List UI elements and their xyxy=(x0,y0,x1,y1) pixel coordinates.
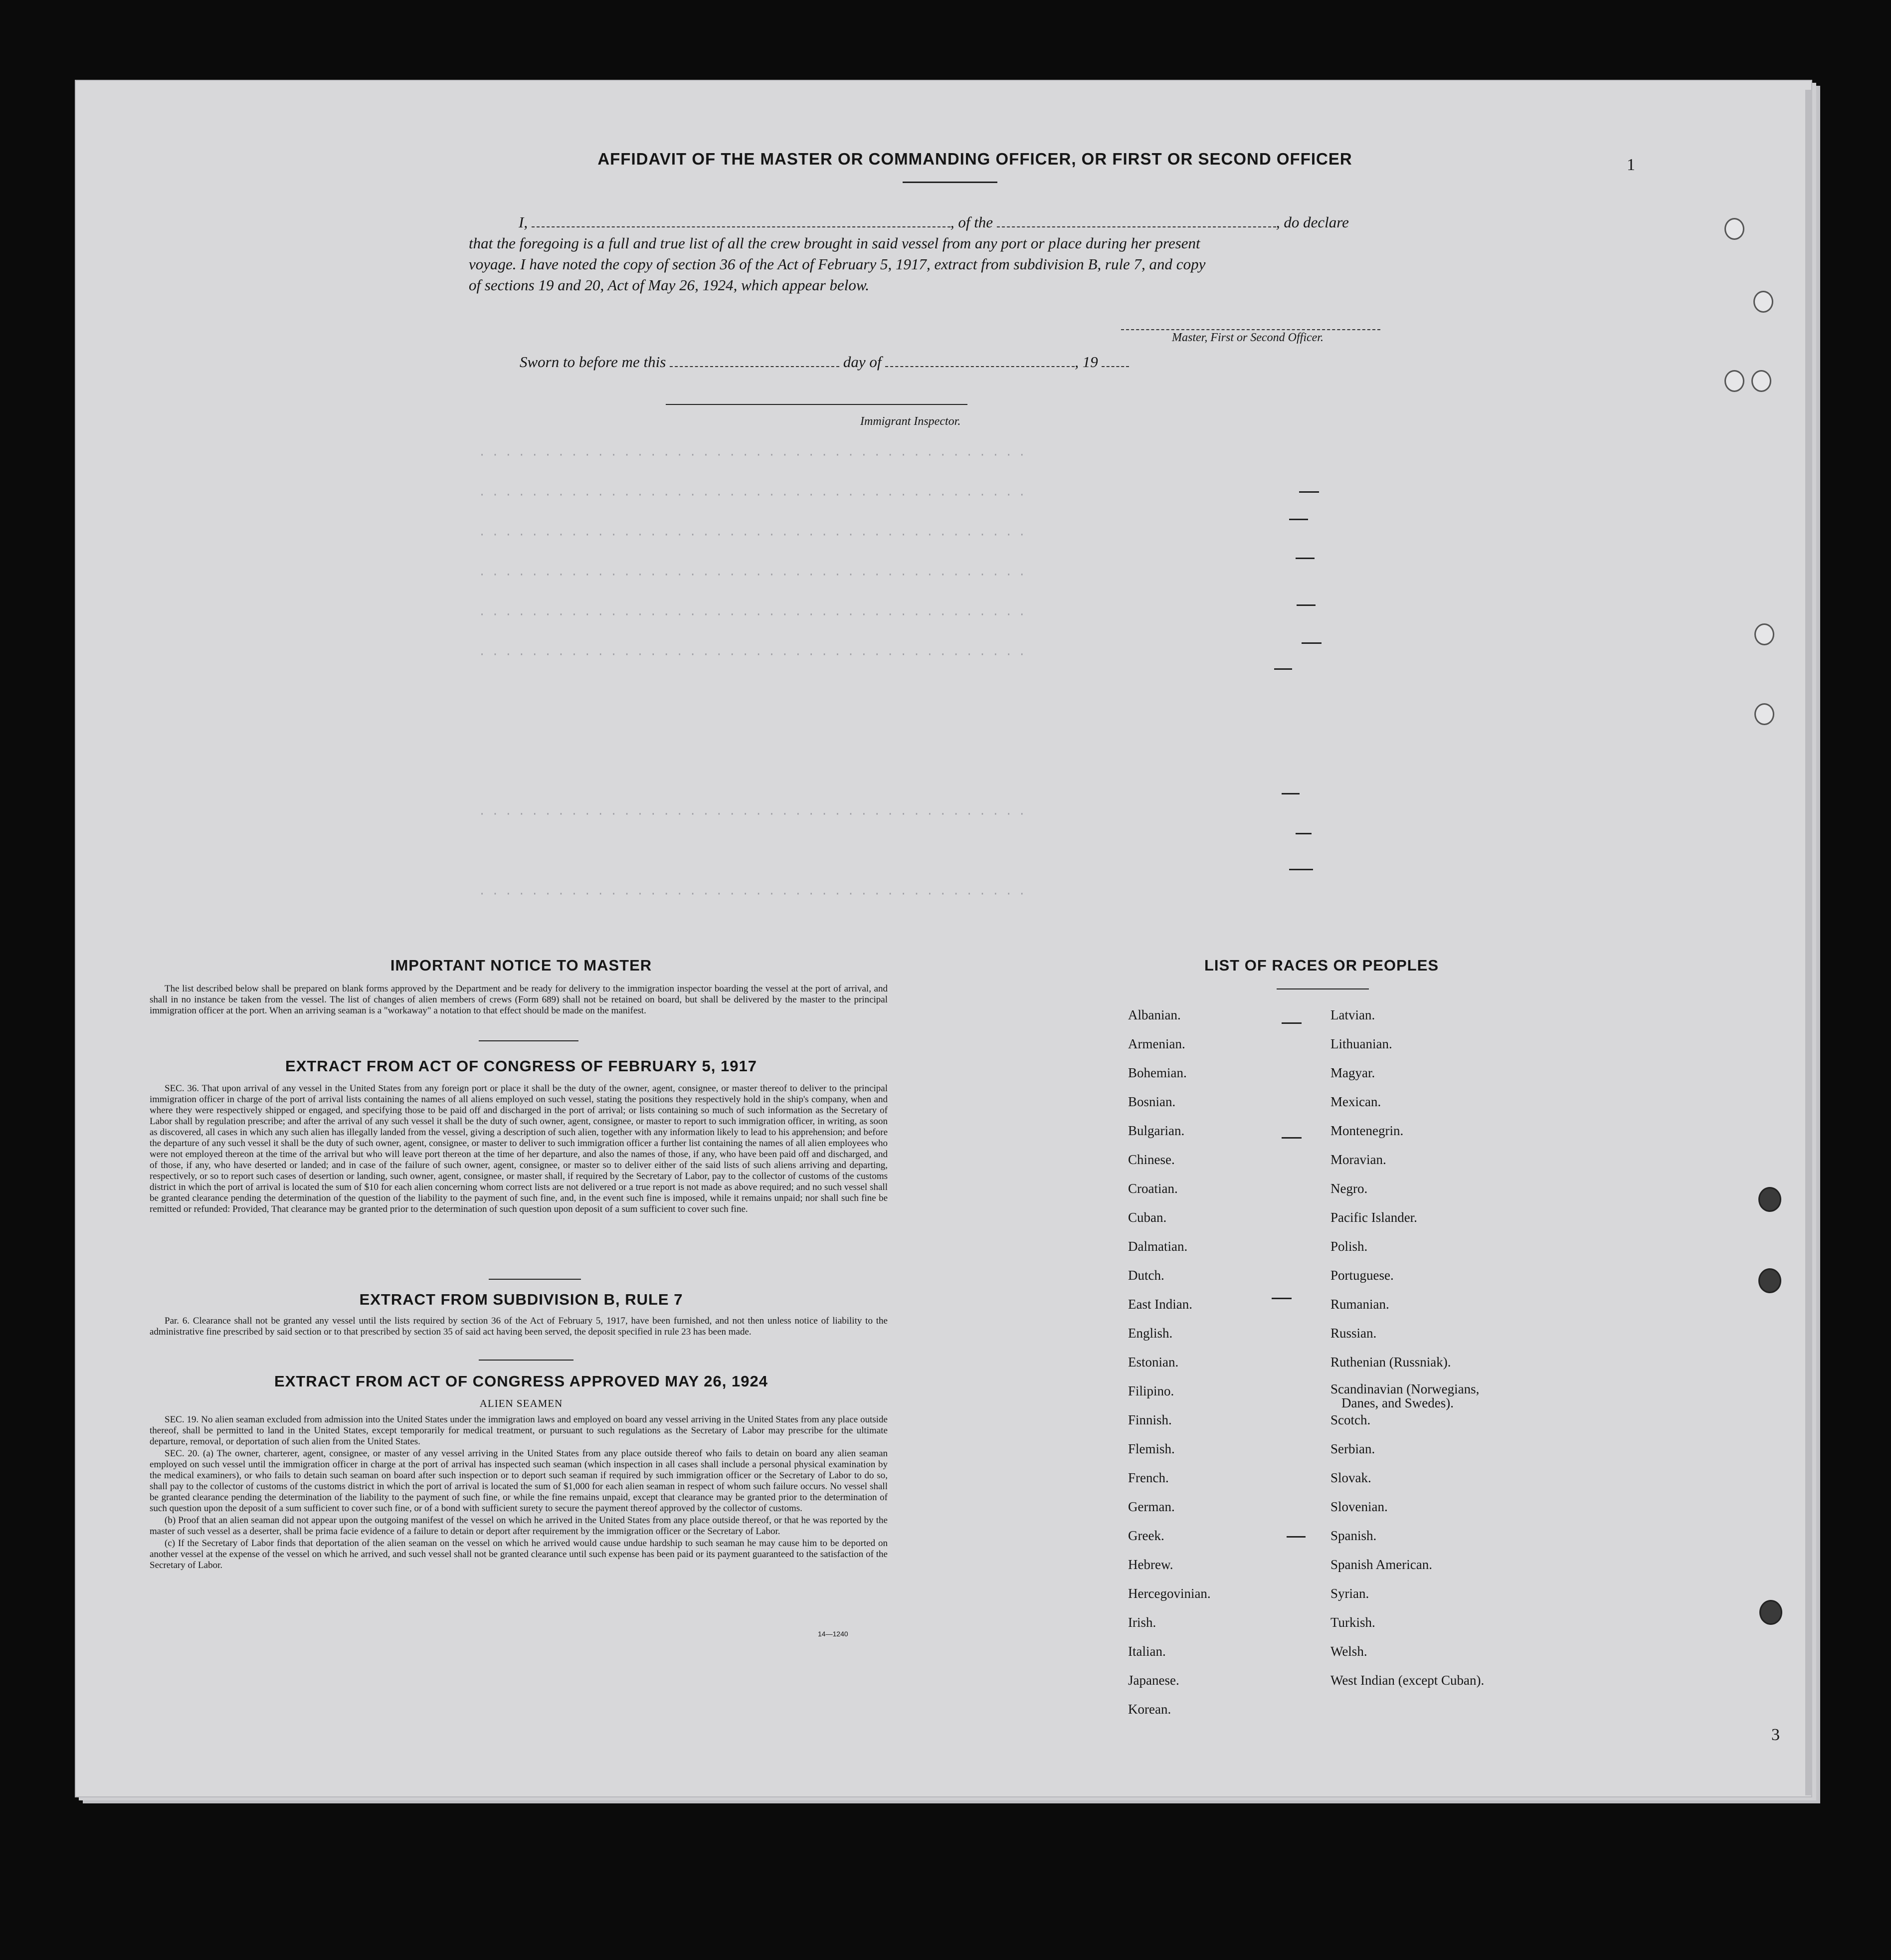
sec20a-paragraph: SEC. 20. (a) The owner, charterer, agent, consignee, or master of any vessel arriving in the United States from any place outside thereof who fails to detain on board any alien seaman employed on such vessel until the immigration officer in charge at the port of arrival has inspected such seaman (which inspection in all cases shall include a personal physical examination by the medical examiners), or who fails to detain such seaman on board after such inspection or to deport such seaman if required by such immigration officer or the Secretary of Labor to do so, shall pay to the collector of customs of the customs district in which the port of arrival is located the sum of $1,000 for each alien seaman in respect of whom such failure occurs. No vessel shall be granted clearance pending the determination of the liability to the payment of such fine, or while the fine remains unpaid, except that clearance may be granted prior to the determination of such question upon the deposit of a sum sufficient to cover such fine, or of a bond with sufficient surety to secure the payment thereof approved by the collector of customs. xyxy=(150,1448,888,1514)
race-item: Mexican. xyxy=(1330,1094,1381,1109)
extract-1924-text xyxy=(150,1414,888,1572)
bleed-through-text: · · · · · · · · · · · · · · · · · · · · · · · · · · · · · · · · · · · · · · · · · · xyxy=(479,648,1025,661)
race-item: Magyar. xyxy=(1330,1065,1375,1080)
pen-mark xyxy=(1302,642,1322,644)
extract-1924-title: EXTRACT FROM ACT OF CONGRESS APPROVED MAY 26, 1924 xyxy=(274,1372,768,1390)
extract-rule7-text xyxy=(150,1316,888,1339)
races-title: LIST OF RACES OR PEOPLES xyxy=(1204,957,1439,974)
page-number-mark: 1 xyxy=(1627,156,1635,174)
pen-mark xyxy=(1289,519,1308,520)
race-item: Spanish American. xyxy=(1330,1557,1432,1572)
race-item: Finnish. xyxy=(1128,1412,1172,1427)
pen-mark xyxy=(1282,1137,1302,1139)
notice-title: IMPORTANT NOTICE TO MASTER xyxy=(390,957,652,974)
bleed-through-text: · · · · · · · · · · · · · · · · · · · · · · · · · · · · · · · · · · · · · · · · · · xyxy=(479,608,1025,621)
binder-hole xyxy=(1754,623,1774,645)
race-item: Dalmatian. xyxy=(1128,1239,1188,1254)
race-item: English. xyxy=(1128,1326,1173,1341)
form-number: 14—1240 xyxy=(818,1630,848,1638)
race-item: Chinese. xyxy=(1128,1152,1175,1167)
race-item: Rumanian. xyxy=(1330,1297,1389,1312)
sworn-day-blank[interactable] xyxy=(670,361,839,367)
vessel-name-blank[interactable] xyxy=(997,221,1276,227)
race-item: Negro. xyxy=(1330,1181,1368,1196)
pen-mark xyxy=(1296,833,1312,834)
notice-paragraph: The list described below shall be prepared on blank forms approved by the Department and be ready for delivery to the immigration inspector boarding the vessel at the port of arrival, and shall in no instance be taken from the vessel. The list of changes of alien members of crews (Form 689) shall not be retained on board, but shall be delivered by the master to the principal immigration officer at the port. When an arriving seaman is a "workaway" a notation to that effect should be made on the manifest. xyxy=(150,983,888,1016)
sworn-month-blank[interactable] xyxy=(885,361,1075,367)
race-item: Cuban. xyxy=(1128,1210,1167,1225)
sec20b-paragraph: (b) Proof that an alien seaman did not appear upon the outgoing manifest of the vessel on which he arrived in the United States from any place outside thereof, or that he was reported by the master of such vessel as a deserter, shall be prima facie evidence of a failure to detain or deport after requirement by the immigration officer or the Secretary of Labor. xyxy=(150,1515,888,1537)
bleed-through-text: · · · · · · · · · · · · · · · · · · · · · · · · · · · · · · · · · · · · · · · · · · xyxy=(479,449,1025,461)
race-item: Serbian. xyxy=(1330,1441,1375,1456)
corner-mark: 3 xyxy=(1771,1726,1780,1744)
race-item: Estonian. xyxy=(1128,1355,1179,1370)
sworn-year-blank[interactable] xyxy=(1102,361,1129,367)
race-item: Pacific Islander. xyxy=(1330,1210,1417,1225)
divider xyxy=(479,1360,573,1361)
race-item: Slovenian. xyxy=(1330,1499,1388,1514)
sec20c-paragraph: (c) If the Secretary of Labor finds that deportation of the alien seaman on the vessel on which he arrived would cause undue hardship to such seaman he may cause him to be deported on another vessel at the expense of the vessel on which he arrived, and such vessel shall not be granted clearance until such expense has been paid or its payment guaranteed to the satisfaction of the Secretary of Labor. xyxy=(150,1538,888,1570)
inspector-signature-line[interactable] xyxy=(666,404,967,405)
inspector-label: Immigrant Inspector. xyxy=(860,415,961,428)
affidavit-i: I, xyxy=(519,213,528,231)
race-item: German. xyxy=(1128,1499,1175,1514)
pen-mark xyxy=(1289,869,1313,870)
race-item: Lithuanian. xyxy=(1330,1036,1392,1051)
bleed-through-text: · · · · · · · · · · · · · · · · · · · · · · · · · · · · · · · · · · · · · · · · · · xyxy=(479,529,1025,541)
race-item: Greek. xyxy=(1128,1528,1164,1543)
race-item: Bohemian. xyxy=(1128,1065,1187,1080)
race-item: Slovak. xyxy=(1330,1470,1371,1485)
master-signature-label: Master, First or Second Officer. xyxy=(1172,331,1324,344)
race-item: Montenegrin. xyxy=(1330,1123,1404,1138)
divider xyxy=(489,1279,581,1280)
binder-hole xyxy=(1724,370,1744,392)
binder-hole xyxy=(1754,703,1774,725)
affidavit-line-2: that the foregoing is a full and true list of all the crew brought in said vessel from any port or place during her present xyxy=(469,234,1200,252)
extract-rule7-paragraph: Par. 6. Clearance shall not be granted any vessel until the lists required by section 36 of the Act of February 5, 1917, have been furnished, and not then unless notice of liability to the administrative fine prescribed by said section or to that prescribed by section 35 of said act having been served, the deposit specified in rule 23 has been made. xyxy=(150,1316,888,1337)
affidavit-of-the: , of the xyxy=(950,213,993,231)
pen-mark xyxy=(1287,1536,1306,1538)
binder-hole xyxy=(1759,1600,1782,1625)
race-item: Polish. xyxy=(1330,1239,1368,1254)
sworn-text: Sworn to before me this xyxy=(520,353,666,371)
bleed-through-text: · · · · · · · · · · · · · · · · · · · · · · · · · · · · · · · · · · · · · · · · · · xyxy=(479,888,1025,900)
divider xyxy=(479,1040,578,1041)
race-item: West Indian (except Cuban). xyxy=(1330,1673,1485,1688)
pen-mark xyxy=(1282,793,1300,794)
binder-hole xyxy=(1724,218,1744,240)
race-item: Hercegovinian. xyxy=(1128,1586,1211,1601)
race-item: Hebrew. xyxy=(1128,1557,1173,1572)
affidavit-line-4: of sections 19 and 20, Act of May 26, 1924, which appear below. xyxy=(469,276,870,294)
affidavit-title: AFFIDAVIT OF THE MASTER OR COMMANDING OFFICER, OR FIRST OR SECOND OFFICER xyxy=(597,150,1352,168)
race-item: Ruthenian (Russniak). xyxy=(1330,1355,1451,1370)
affidavit-declare: , do declare xyxy=(1276,213,1349,231)
race-item: Welsh. xyxy=(1330,1644,1367,1659)
race-item: Flemish. xyxy=(1128,1441,1175,1456)
race-item: Japanese. xyxy=(1128,1673,1179,1688)
extract-1917-text xyxy=(150,1083,888,1216)
extract-1917-title: EXTRACT FROM ACT OF CONGRESS OF FEBRUARY 5, 1917 xyxy=(285,1057,757,1075)
divider xyxy=(903,182,997,183)
sworn-line xyxy=(520,353,1129,371)
bleed-through-text: · · · · · · · · · · · · · · · · · · · · · · · · · · · · · · · · · · · · · · · · · · xyxy=(479,808,1025,820)
binder-hole xyxy=(1753,291,1773,313)
pen-mark xyxy=(1272,1298,1292,1299)
pen-mark xyxy=(1297,604,1316,606)
race-item: Syrian. xyxy=(1330,1586,1369,1601)
race-item: Scandinavian (Norwegians, xyxy=(1330,1381,1480,1396)
binder-hole xyxy=(1758,1187,1781,1212)
pen-mark xyxy=(1274,668,1292,670)
race-item: Italian. xyxy=(1128,1644,1166,1659)
pen-mark xyxy=(1296,558,1315,559)
extract-rule7-title: EXTRACT FROM SUBDIVISION B, RULE 7 xyxy=(359,1291,683,1308)
master-name-blank[interactable] xyxy=(532,221,950,227)
race-item: Russian. xyxy=(1330,1326,1377,1341)
sworn-year-prefix: , 19 xyxy=(1075,353,1098,371)
race-item: Latvian. xyxy=(1330,1007,1375,1022)
race-item: Croatian. xyxy=(1128,1181,1178,1196)
master-signature-line[interactable] xyxy=(1121,329,1380,330)
race-item: Bosnian. xyxy=(1128,1094,1176,1109)
race-item: Bulgarian. xyxy=(1128,1123,1185,1138)
race-item: Filipino. xyxy=(1128,1383,1174,1398)
binder-hole xyxy=(1758,1268,1781,1293)
extract-1917-paragraph: SEC. 36. That upon arrival of any vessel in the United States from any foreign port or place it shall be the duty of the owner, agent, consignee, or master thereof to deliver to the principal immigration officer in charge of the port of arrival lists containing the names of all aliens employed on such vessel, stating the positions they respectively hold in the ship's company, when and where they were respectively shipped or engaged, and specifying those to be paid off and discharged in the port of arrival; or lists containing so much of such information as the Secretary of Labor shall by regulation prescribe; and after the arrival of any such vessel it shall be the duty of such owner, agent, consignee, or master to report to such immigration officer, in writing, as soon as discovered, all cases in which any such alien has illegally landed from the vessel, giving a description of such alien, together with any information likely to lead to his apprehension; and before the departure of any such vessel it shall be the duty of such owner, agent, consignee, or master to deliver to such immigration officer a further list containing the names of all alien employees who were not employed thereon at the time of the arrival but who will leave port thereon at the time of her departure, and also the names of those, if any, who have been paid off and discharged, and of those, if any, who have deserted or landed; and in case of the failure of such owner, agent, consignee, or master so to deliver either of the said lists of such aliens arriving and departing, respectively, or so to report such cases of desertion or landing, such owner, agent, consignee, or master shall, if required by the Secretary of Labor, pay to the collector of customs of the customs district in which the port of arrival is located the sum of $10 for each alien concerning whom correct lists are not delivered or a true report is not made as above required; and no such vessel shall be granted clearance pending the determination of the question of the liability to the payment of such fine, and, in the event such fine is imposed, while it remains unpaid; nor shall such fine be remitted or refunded: Provided, That clearance may be granted prior to the determination of such question upon deposit of a sum sufficient to cover such fine. xyxy=(150,1083,888,1214)
race-item: Scotch. xyxy=(1330,1412,1371,1427)
race-item: Moravian. xyxy=(1330,1152,1386,1167)
sworn-day-of: day of xyxy=(843,353,882,371)
race-item: Dutch. xyxy=(1128,1268,1164,1283)
race-item: Armenian. xyxy=(1128,1036,1185,1051)
bleed-through-text: · · · · · · · · · · · · · · · · · · · · · · · · · · · · · · · · · · · · · · · · · · xyxy=(479,489,1025,501)
divider xyxy=(1277,988,1369,989)
race-item: French. xyxy=(1128,1470,1169,1485)
page-edge xyxy=(1805,90,1812,1795)
extract-1924-subtitle: ALIEN SEAMEN xyxy=(479,1397,563,1409)
race-item: Korean. xyxy=(1128,1702,1171,1717)
race-item: East Indian. xyxy=(1128,1297,1192,1312)
race-item: Portuguese. xyxy=(1330,1268,1394,1283)
race-item: Spanish. xyxy=(1330,1528,1377,1543)
binder-hole xyxy=(1751,370,1771,392)
bleed-through-text: · · · · · · · · · · · · · · · · · · · · · · · · · · · · · · · · · · · · · · · · · · xyxy=(479,569,1025,581)
affidavit-line-1 xyxy=(519,213,1349,231)
pen-mark xyxy=(1282,1022,1302,1024)
affidavit-line-3: voyage. I have noted the copy of section 36 of the Act of February 5, 1917, extract from subdivision B, rule 7, and copy xyxy=(469,255,1206,273)
race-item: Irish. xyxy=(1128,1615,1156,1630)
race-item: Danes, and Swedes). xyxy=(1341,1395,1454,1410)
race-item: Albanian. xyxy=(1128,1007,1181,1022)
race-item: Turkish. xyxy=(1330,1615,1375,1630)
sec19-paragraph: SEC. 19. No alien seaman excluded from admission into the United States under the immigration laws and employed on board any vessel arriving in the United States from any place outside thereof, shall be permitted to land in the United States, except temporarily for medical treatment, or pursuant to such regulations as the Secretary of Labor may prescribe for the ultimate departure, removal, or deportation of such alien from the United States. xyxy=(150,1414,888,1447)
notice-text xyxy=(150,983,888,1017)
pen-mark xyxy=(1299,491,1319,493)
